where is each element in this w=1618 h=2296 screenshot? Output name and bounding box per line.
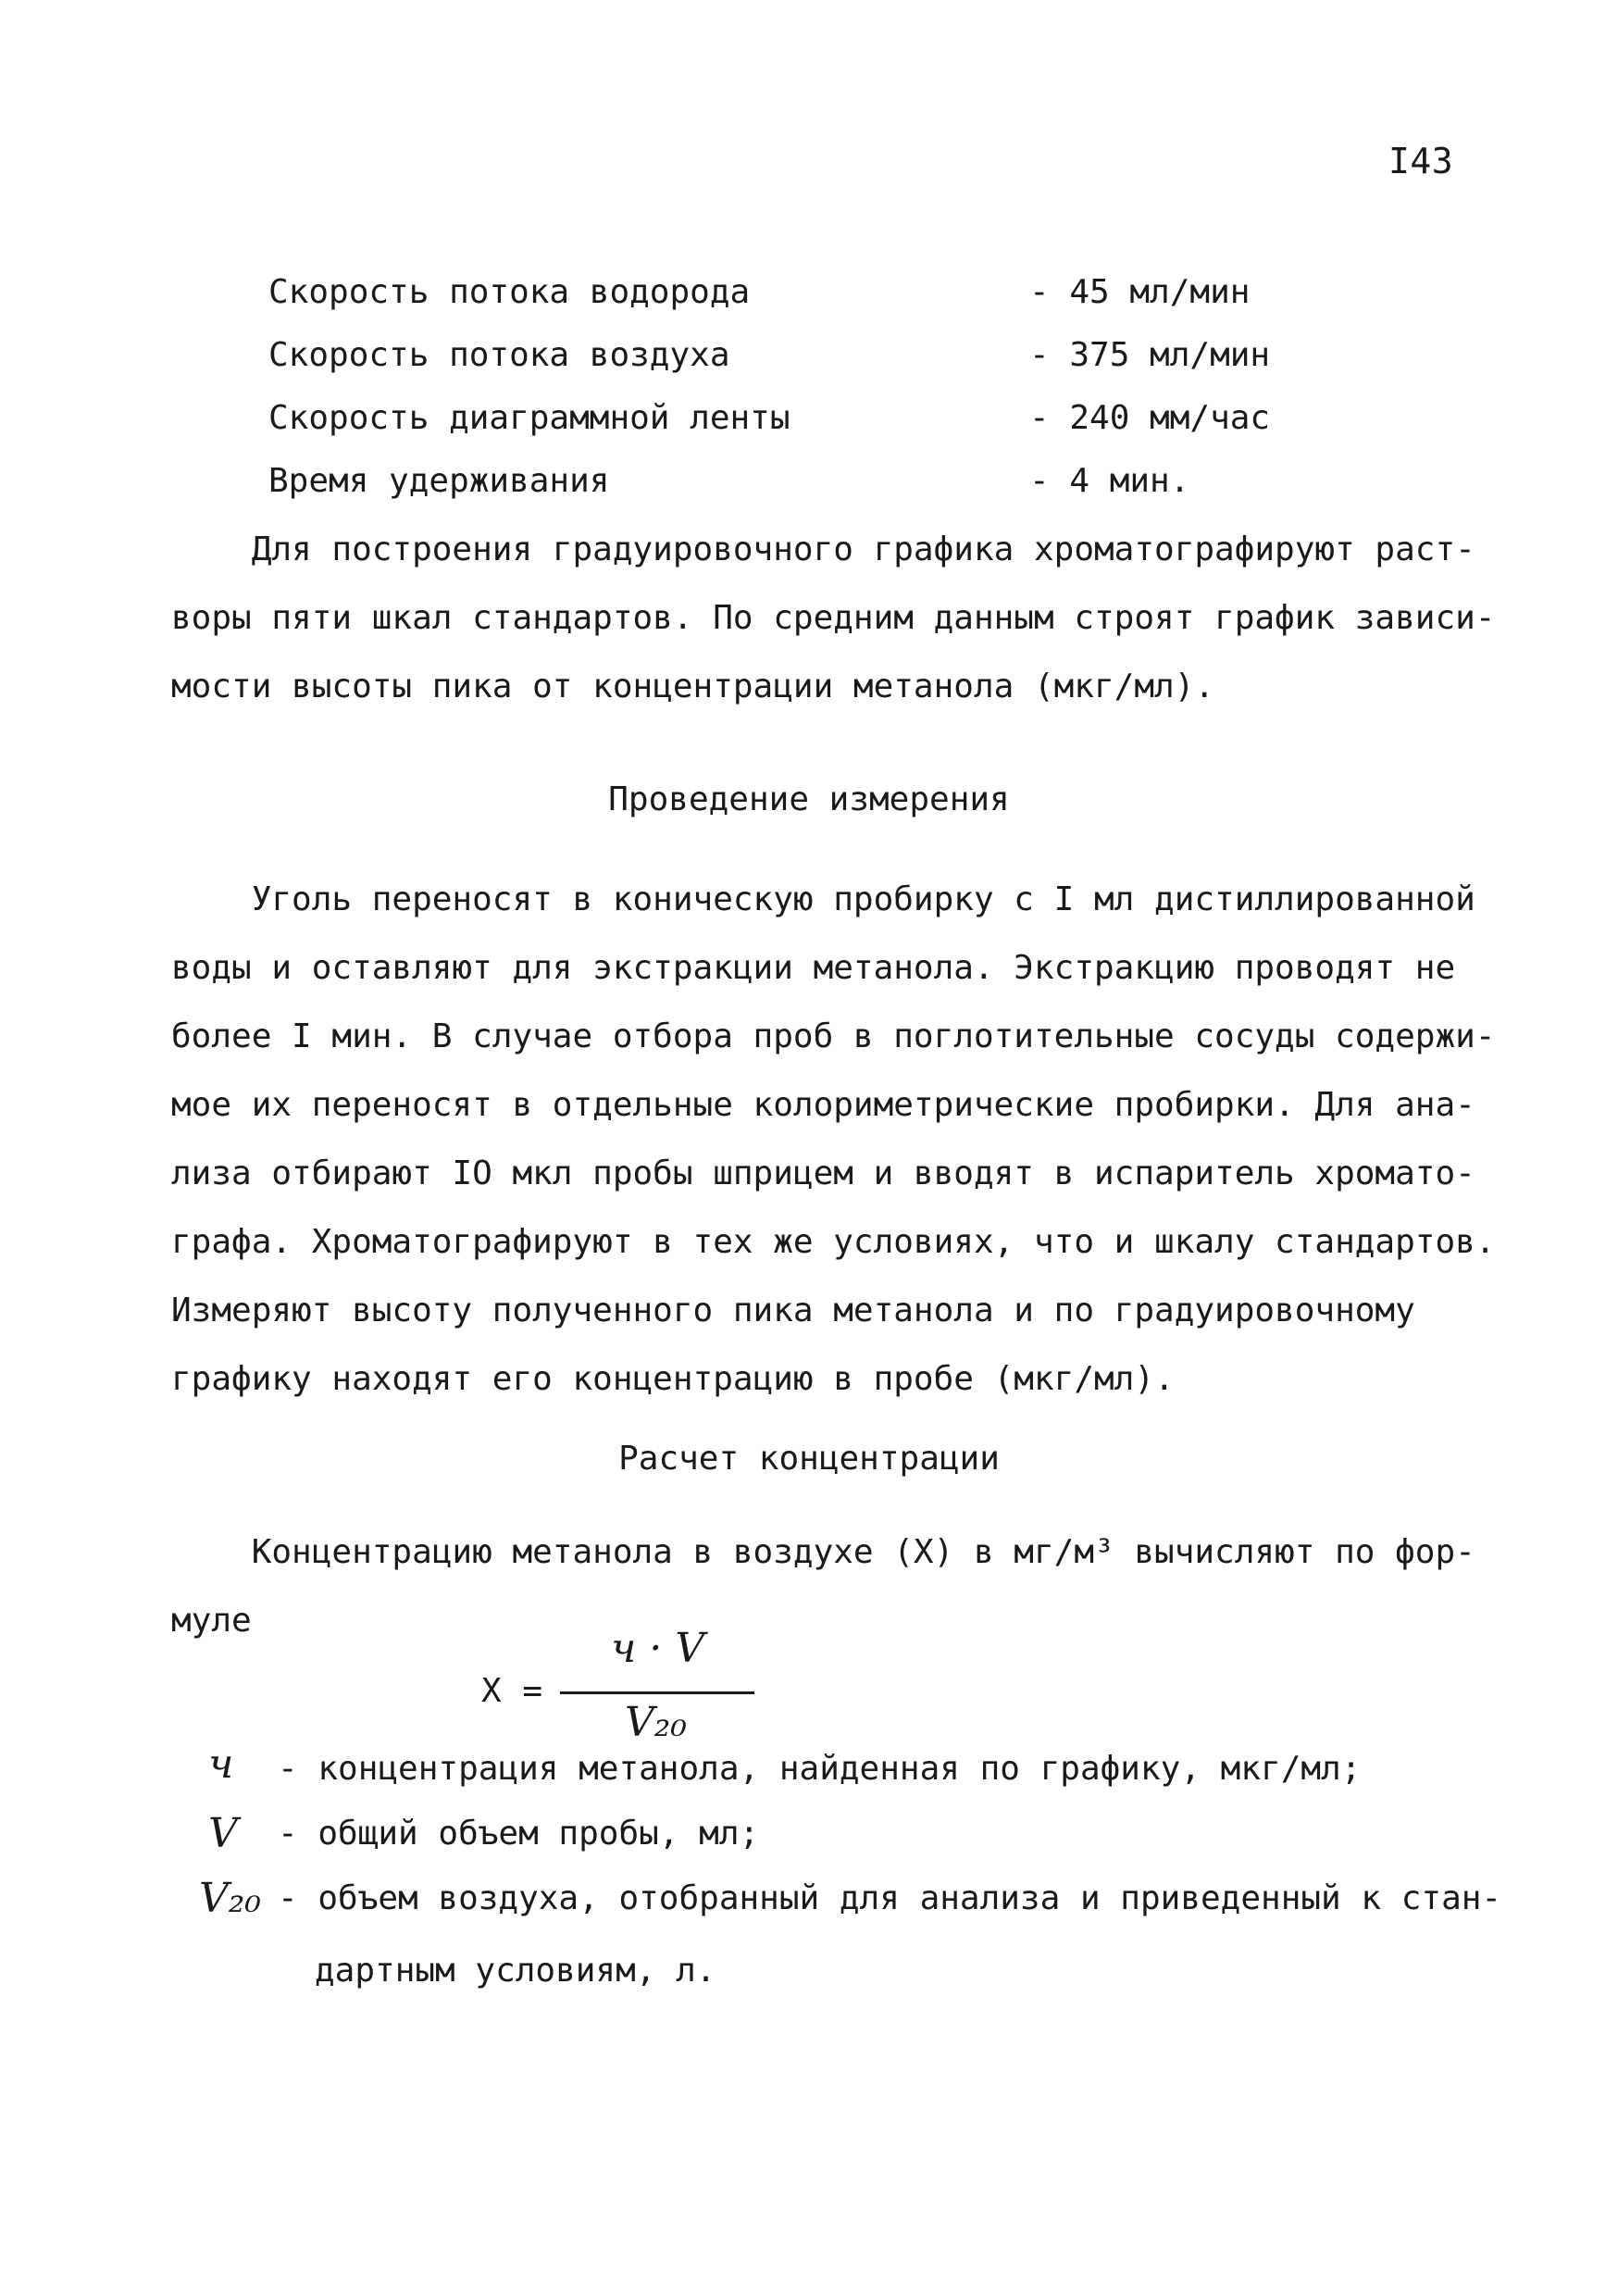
param-name: Скорость диаграммной ленты [268,399,790,437]
param-name: Скорость потока водорода [268,273,751,311]
legend-text: - общий объем пробы, мл; [278,1815,760,1853]
calibration-paragraph [171,516,1496,721]
legend-symbol: V₂₀ [199,1875,262,1922]
param-name: Скорость потока воздуха [268,336,730,374]
param-value: - 240 мм/час [1029,399,1271,437]
legend-text: - концентрация метанола, найденная по графику, мкг/мл; [278,1750,1362,1788]
param-value: - 375 мл/мин [1029,336,1271,374]
legend-text: - объем воздуха, отобранный для анализа и приведенный к стан- [278,1879,1502,1917]
formula-numerator: ч · V [611,1625,705,1672]
text-line: муле [171,1602,252,1640]
text-line: более I мин. В случае отбора проб в поглотительные сосуды содержи- [171,1017,1496,1055]
text-line: графа. Хроматографируют в тех же условиях, что и шкалу стандартов. [171,1223,1496,1261]
text-line: воры пяти шкал стандартов. По средним данным строят график зависи- [171,599,1496,637]
text-line: Концентрацию метанола в воздухе (X) в мг/м³ вычисляют по фор- [171,1533,1475,1571]
page-number: I43 [1388,141,1454,181]
text-line: Измеряют высоту полученного пика метанола и по градуировочному [171,1292,1415,1329]
legend-symbol: V [208,1810,238,1857]
section-heading: Проведение измерения [608,780,1010,818]
text-line: Уголь переносят в коническую пробирку с I мл дистиллированной [171,880,1475,918]
param-value: - 4 мин. [1029,462,1190,500]
param-value: - 45 мл/мин [1029,273,1251,311]
text-line: мое их переносят в отдельные колориметрические пробирки. Для ана- [171,1086,1475,1124]
text-line: мости высоты пика от концентрации метанола (мкг/мл). [171,668,1215,705]
formula-denominator: V₂₀ [625,1699,688,1746]
formula-lhs: X = [481,1672,543,1710]
measurement-paragraph [171,866,1496,1414]
legend-text: дартным условиям, л. [315,1952,716,1990]
legend-symbol: ч [208,1741,234,1788]
text-line: графику находят его концентрацию в пробе (мкг/мл). [171,1360,1175,1398]
text-line: воды и оставляют для экстракции метанола. Экстракцию проводят не [171,949,1456,987]
text-line: Для построения градуировочного графика хроматографируют раст- [171,530,1475,568]
fraction-bar [560,1691,754,1694]
formula [481,1625,870,1754]
text-line: лиза отбирают IO мкл пробы шприцем и вводят в испаритель хромато- [171,1154,1475,1192]
param-name: Время удерживания [268,462,610,500]
section-heading: Расчет концентрации [618,1440,1000,1478]
